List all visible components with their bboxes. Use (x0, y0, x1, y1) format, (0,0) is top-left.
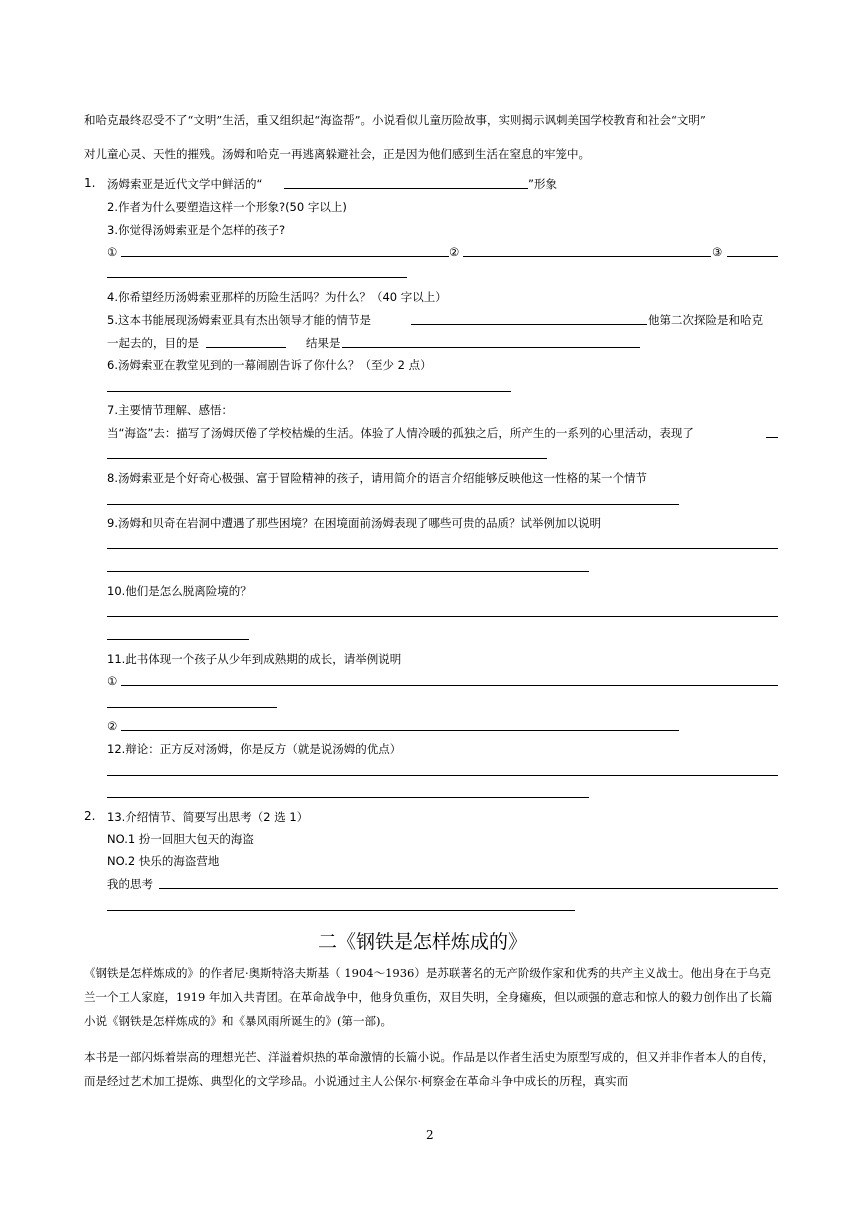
paragraph-2: 本书是一部闪烁着崇高的理想光芒、洋溢着炽热的革命激情的长篇小说。作品是以作者生活史为原型写成的，但又并非作者本人的自传，而是经过艺术加工提炼、典型化的文学珍品。小说通过主人公保尔·柯察金在革命斗争中成长的历程，真实而 (84, 1050, 774, 1088)
question-6-blank[interactable] (107, 391, 511, 392)
question-10-blank-2[interactable] (107, 639, 249, 640)
question-10: 10.他们是怎么脱离险境的？ (107, 584, 252, 598)
question-2: 2.作者为什么要塑造这样一个形象?(50 字以上) (107, 200, 347, 214)
section-heading: 二《钢铁是怎样炼成的》 (318, 931, 528, 953)
question-6: 6.汤姆索亚在教堂见到的一幕闹剧告诉了你什么？（至少 2 点） (107, 358, 432, 372)
question-12-blank-2[interactable] (107, 797, 589, 798)
section-2-number: 2. (84, 809, 96, 823)
question-5-blank-3[interactable] (342, 347, 640, 348)
question-9-blank-1[interactable] (107, 548, 778, 549)
question-11-blank-2[interactable] (107, 707, 277, 708)
question-8: 8.汤姆索亚是个好奇心极强、富于冒险精神的孩子，请用简介的语言介绍能够反映他这一性格的某一个情节 (107, 471, 647, 485)
question-11-marker-2: ② (107, 719, 118, 733)
question-8-blank[interactable] (107, 504, 679, 505)
question-1-blank[interactable] (284, 188, 528, 189)
intro-line-1: 和哈克最终忍受不了“文明”生活，重又组织起“海盗帮”。小说看似儿童历险故事，实则揭示讽刺美国学校教育和社会“文明” (84, 113, 706, 127)
question-5-text-b: 他第二次探险是和哈克 (648, 313, 763, 327)
question-3-blank-4[interactable] (107, 277, 407, 278)
question-5-blank-1[interactable] (411, 324, 647, 325)
question-5-blank-2[interactable] (206, 347, 286, 348)
question-5-text-d: 结果是 (306, 336, 341, 350)
question-11-marker-1: ① (107, 674, 118, 688)
my-thoughts-label: 我的思考 (107, 877, 153, 891)
paragraph-1: 《钢铁是怎样炼成的》的作者尼·奥斯特洛夫斯基（ 1904～1936）是苏联著名的无产阶级作家和优秀的共产主义战士。他出身在于乌克兰一个工人家庭，1919 年加入共青团。在革命战争中，他身负重伤，双目失明，全身瘫痪，但以顽强的意志和惊人的毅力创作出了长篇小说《钢铁是怎样炼成的》和《暴风雨所诞生的》(第一部)。 (84, 966, 773, 1028)
question-7-blank-2[interactable] (107, 458, 547, 459)
question-12: 12.辩论：正方反对汤姆，你是反方（就是说汤姆的优点） (107, 742, 402, 756)
question-11-blank-3[interactable] (121, 730, 679, 731)
question-3-blank-3[interactable] (727, 256, 778, 257)
question-11-blank-1[interactable] (121, 685, 778, 686)
question-3-blank-2[interactable] (463, 256, 711, 257)
page-number: 2 (426, 1128, 434, 1142)
question-3-marker-1: ① (107, 245, 118, 259)
question-1-text-b: ”形象 (528, 177, 557, 191)
question-9-blank-2[interactable] (107, 571, 589, 572)
my-thoughts-blank-2[interactable] (107, 910, 575, 911)
question-7-sub: 当“海盗”去：描写了汤姆厌倦了学校枯燥的生活。体验了人情冷暖的孤独之后，所产生的一系列的心里活动，表现了 (107, 426, 694, 440)
question-13: 13.介绍情节、简要写出思考（2 选 1） (107, 810, 309, 824)
question-7-blank-1[interactable] (766, 437, 778, 438)
question-10-blank-1[interactable] (107, 616, 778, 617)
question-3-marker-3: ③ (712, 245, 723, 259)
question-7: 7.主要情节理解、感悟： (107, 403, 233, 417)
question-5-text-c: 一起去的，目的是 (107, 336, 199, 350)
question-3: 3.你觉得汤姆索亚是个怎样的孩子? (107, 223, 286, 237)
question-12-blank-1[interactable] (107, 775, 778, 776)
my-thoughts-blank-1[interactable] (159, 888, 778, 889)
question-1-text-a: 汤姆索亚是近代文学中鲜活的“ (107, 177, 263, 191)
question-3-marker-2: ② (449, 245, 460, 259)
question-3-blank-1[interactable] (121, 256, 449, 257)
question-9: 9.汤姆和贝奇在岩洞中遭遇了那些困境？在困境面前汤姆表现了哪些可贵的品质？试举例加以说明 (107, 516, 601, 530)
question-5-text-a: 5.这本书能展现汤姆索亚具有杰出领导才能的情节是 (107, 313, 371, 327)
question-4: 4.你希望经历汤姆索亚那样的历险生活吗？为什么？（40 字以上） (107, 290, 447, 304)
intro-line-2: 对儿童心灵、天性的摧残。汤姆和哈克一再逃离躲避社会，正是因为他们感到生活在窒息的牢笼中。 (84, 147, 590, 161)
option-1: NO.1 扮一回胆大包天的海盗 (107, 832, 254, 846)
question-11: 11.此书体现一个孩子从少年到成熟期的成长，请举例说明 (107, 652, 402, 666)
section-1-number: 1. (84, 176, 96, 190)
option-2: NO.2 快乐的海盗营地 (107, 854, 220, 868)
